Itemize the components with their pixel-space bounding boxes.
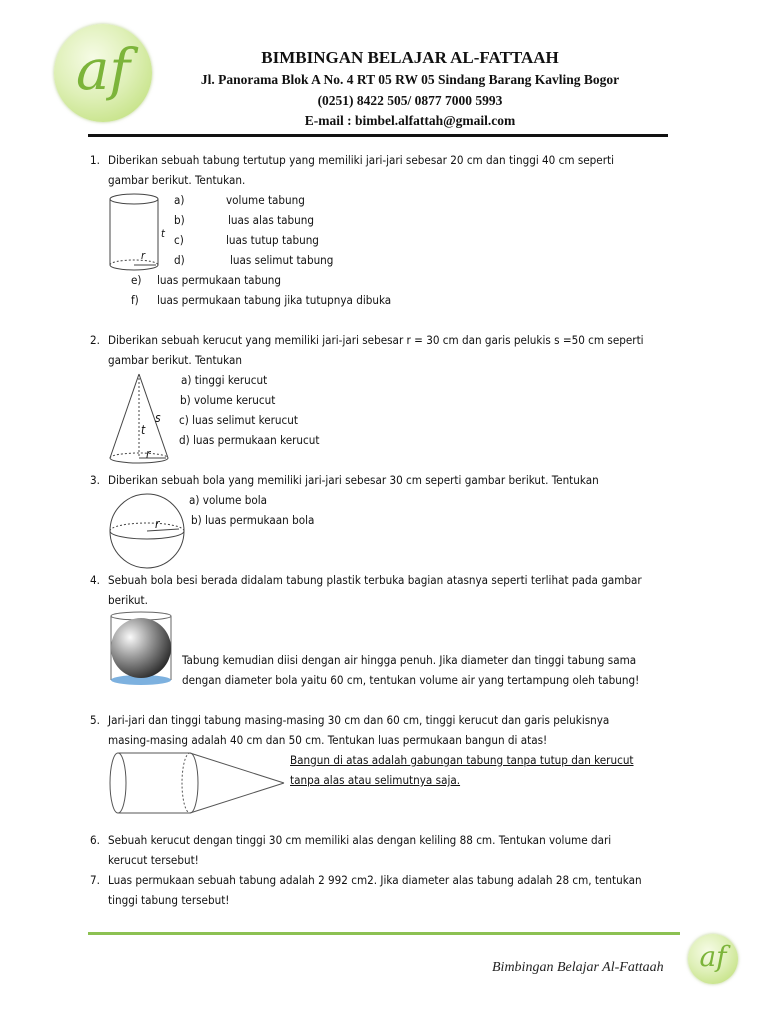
item-text: luas alas tabung: [228, 213, 315, 227]
item-text: c) luas selimut kerucut: [179, 413, 298, 427]
item-text: d) luas permukaan kerucut: [179, 433, 320, 447]
question-number: 5.: [90, 713, 100, 727]
item-text: b) volume kerucut: [180, 393, 276, 407]
question-note: Bangun di atas adalah gabungan tabung tanpa tutup dan kerucut: [290, 753, 634, 767]
cone-label-t: t: [141, 423, 146, 437]
question-text: Diberikan sebuah tabung tertutup yang memiliki jari-jari sebesar 20 cm dan tinggi 40 cm seperti: [108, 153, 614, 167]
question-number: 3.: [90, 473, 100, 487]
header-title: BIMBINGAN BELAJAR AL-FATTAAH: [261, 48, 559, 67]
item-label: a): [174, 193, 185, 207]
footer-logo: [688, 934, 738, 984]
item-label: b): [174, 213, 185, 227]
item-text: b) luas permukaan bola: [191, 513, 315, 527]
question-number: 7.: [90, 873, 100, 887]
cone-figure: [108, 372, 172, 468]
item-text: volume tabung: [226, 193, 305, 207]
cone-label-r: r: [146, 447, 151, 461]
item-text: a) tinggi kerucut: [181, 373, 268, 387]
question-text: tinggi tabung tersebut!: [108, 893, 230, 907]
item-label: e): [131, 273, 142, 287]
footer-divider: [88, 932, 680, 935]
question-text: masing-masing adalah 40 cm dan 50 cm. Tentukan luas permukaan bangun di atas!: [108, 733, 548, 747]
item-label: f): [131, 293, 139, 307]
item-label: d): [174, 253, 185, 267]
item-text: luas selimut tabung: [230, 253, 334, 267]
item-text: a) volume bola: [189, 493, 268, 507]
cone-label-s: s: [155, 411, 161, 425]
sphere-figure: [109, 493, 185, 569]
question-text: kerucut tersebut!: [108, 853, 199, 867]
question-text: Jari-jari dan tinggi tabung masing-masing 30 cm dan 60 cm, tinggi kerucut dan garis pelukisnya: [108, 713, 610, 727]
item-text: luas permukaan tabung jika tutupnya dibuka: [157, 293, 392, 307]
question-text: gambar berikut. Tentukan.: [108, 173, 246, 187]
footer-text: Bimbingan Belajar Al-Fattaah: [492, 960, 664, 975]
cylinder-cone-figure: [108, 750, 288, 816]
header-divider: [88, 134, 668, 137]
question-number: 6.: [90, 833, 100, 847]
item-text: luas permukaan tabung: [157, 273, 282, 287]
item-text: luas tutup tabung: [226, 233, 319, 247]
sphere-in-cylinder-figure: [108, 610, 174, 688]
header-phone: (0251) 8422 505/ 0877 7000 5993: [317, 93, 503, 108]
item-label: c): [174, 233, 184, 247]
question-number: 4.: [90, 573, 100, 587]
question-note: tanpa alas atau selimutnya saja.: [290, 773, 461, 787]
header-email: E-mail : bimbel.alfattah@gmail.com: [304, 113, 516, 128]
cylinder-label-r: r: [141, 249, 146, 262]
cylinder-figure: [108, 192, 162, 274]
question-text: Tabung kemudian diisi dengan air hingga penuh. Jika diameter dan tinggi tabung sama: [182, 653, 637, 667]
sphere-label-r: r: [155, 517, 160, 531]
question-text: gambar berikut. Tentukan: [108, 353, 242, 367]
cylinder-label-t: t: [161, 227, 165, 240]
header-address: Jl. Panorama Blok A No. 4 RT 05 RW 05 Sindang Barang Kavling Bogor: [200, 72, 620, 87]
question-number: 2.: [90, 333, 100, 347]
header-logo: [54, 24, 152, 122]
question-text: Luas permukaan sebuah tabung adalah 2 992 cm2. Jika diameter alas tabung adalah 28 cm, tentukan: [108, 873, 642, 887]
footer-logo-text: af: [699, 940, 727, 973]
question-text: Sebuah bola besi berada didalam tabung plastik terbuka bagian atasnya seperti terlihat pada gambar: [108, 573, 642, 587]
question-text: dengan diameter bola yaitu 60 cm, tentukan volume air yang tertampung oleh tabung!: [182, 673, 640, 687]
question-number: 1.: [90, 153, 100, 167]
question-text: Diberikan sebuah bola yang memiliki jari-jari sebesar 30 cm seperti gambar berikut. Tentukan: [108, 473, 599, 487]
question-text: Sebuah kerucut dengan tinggi 30 cm memiliki alas dengan keliling 88 cm. Tentukan volume dari: [108, 833, 612, 847]
header-logo-text: af: [75, 38, 131, 103]
question-text: Diberikan sebuah kerucut yang memiliki jari-jari sebesar r = 30 cm dan garis pelukis s =50 cm seperti: [108, 333, 644, 347]
question-text: berikut.: [108, 593, 148, 607]
